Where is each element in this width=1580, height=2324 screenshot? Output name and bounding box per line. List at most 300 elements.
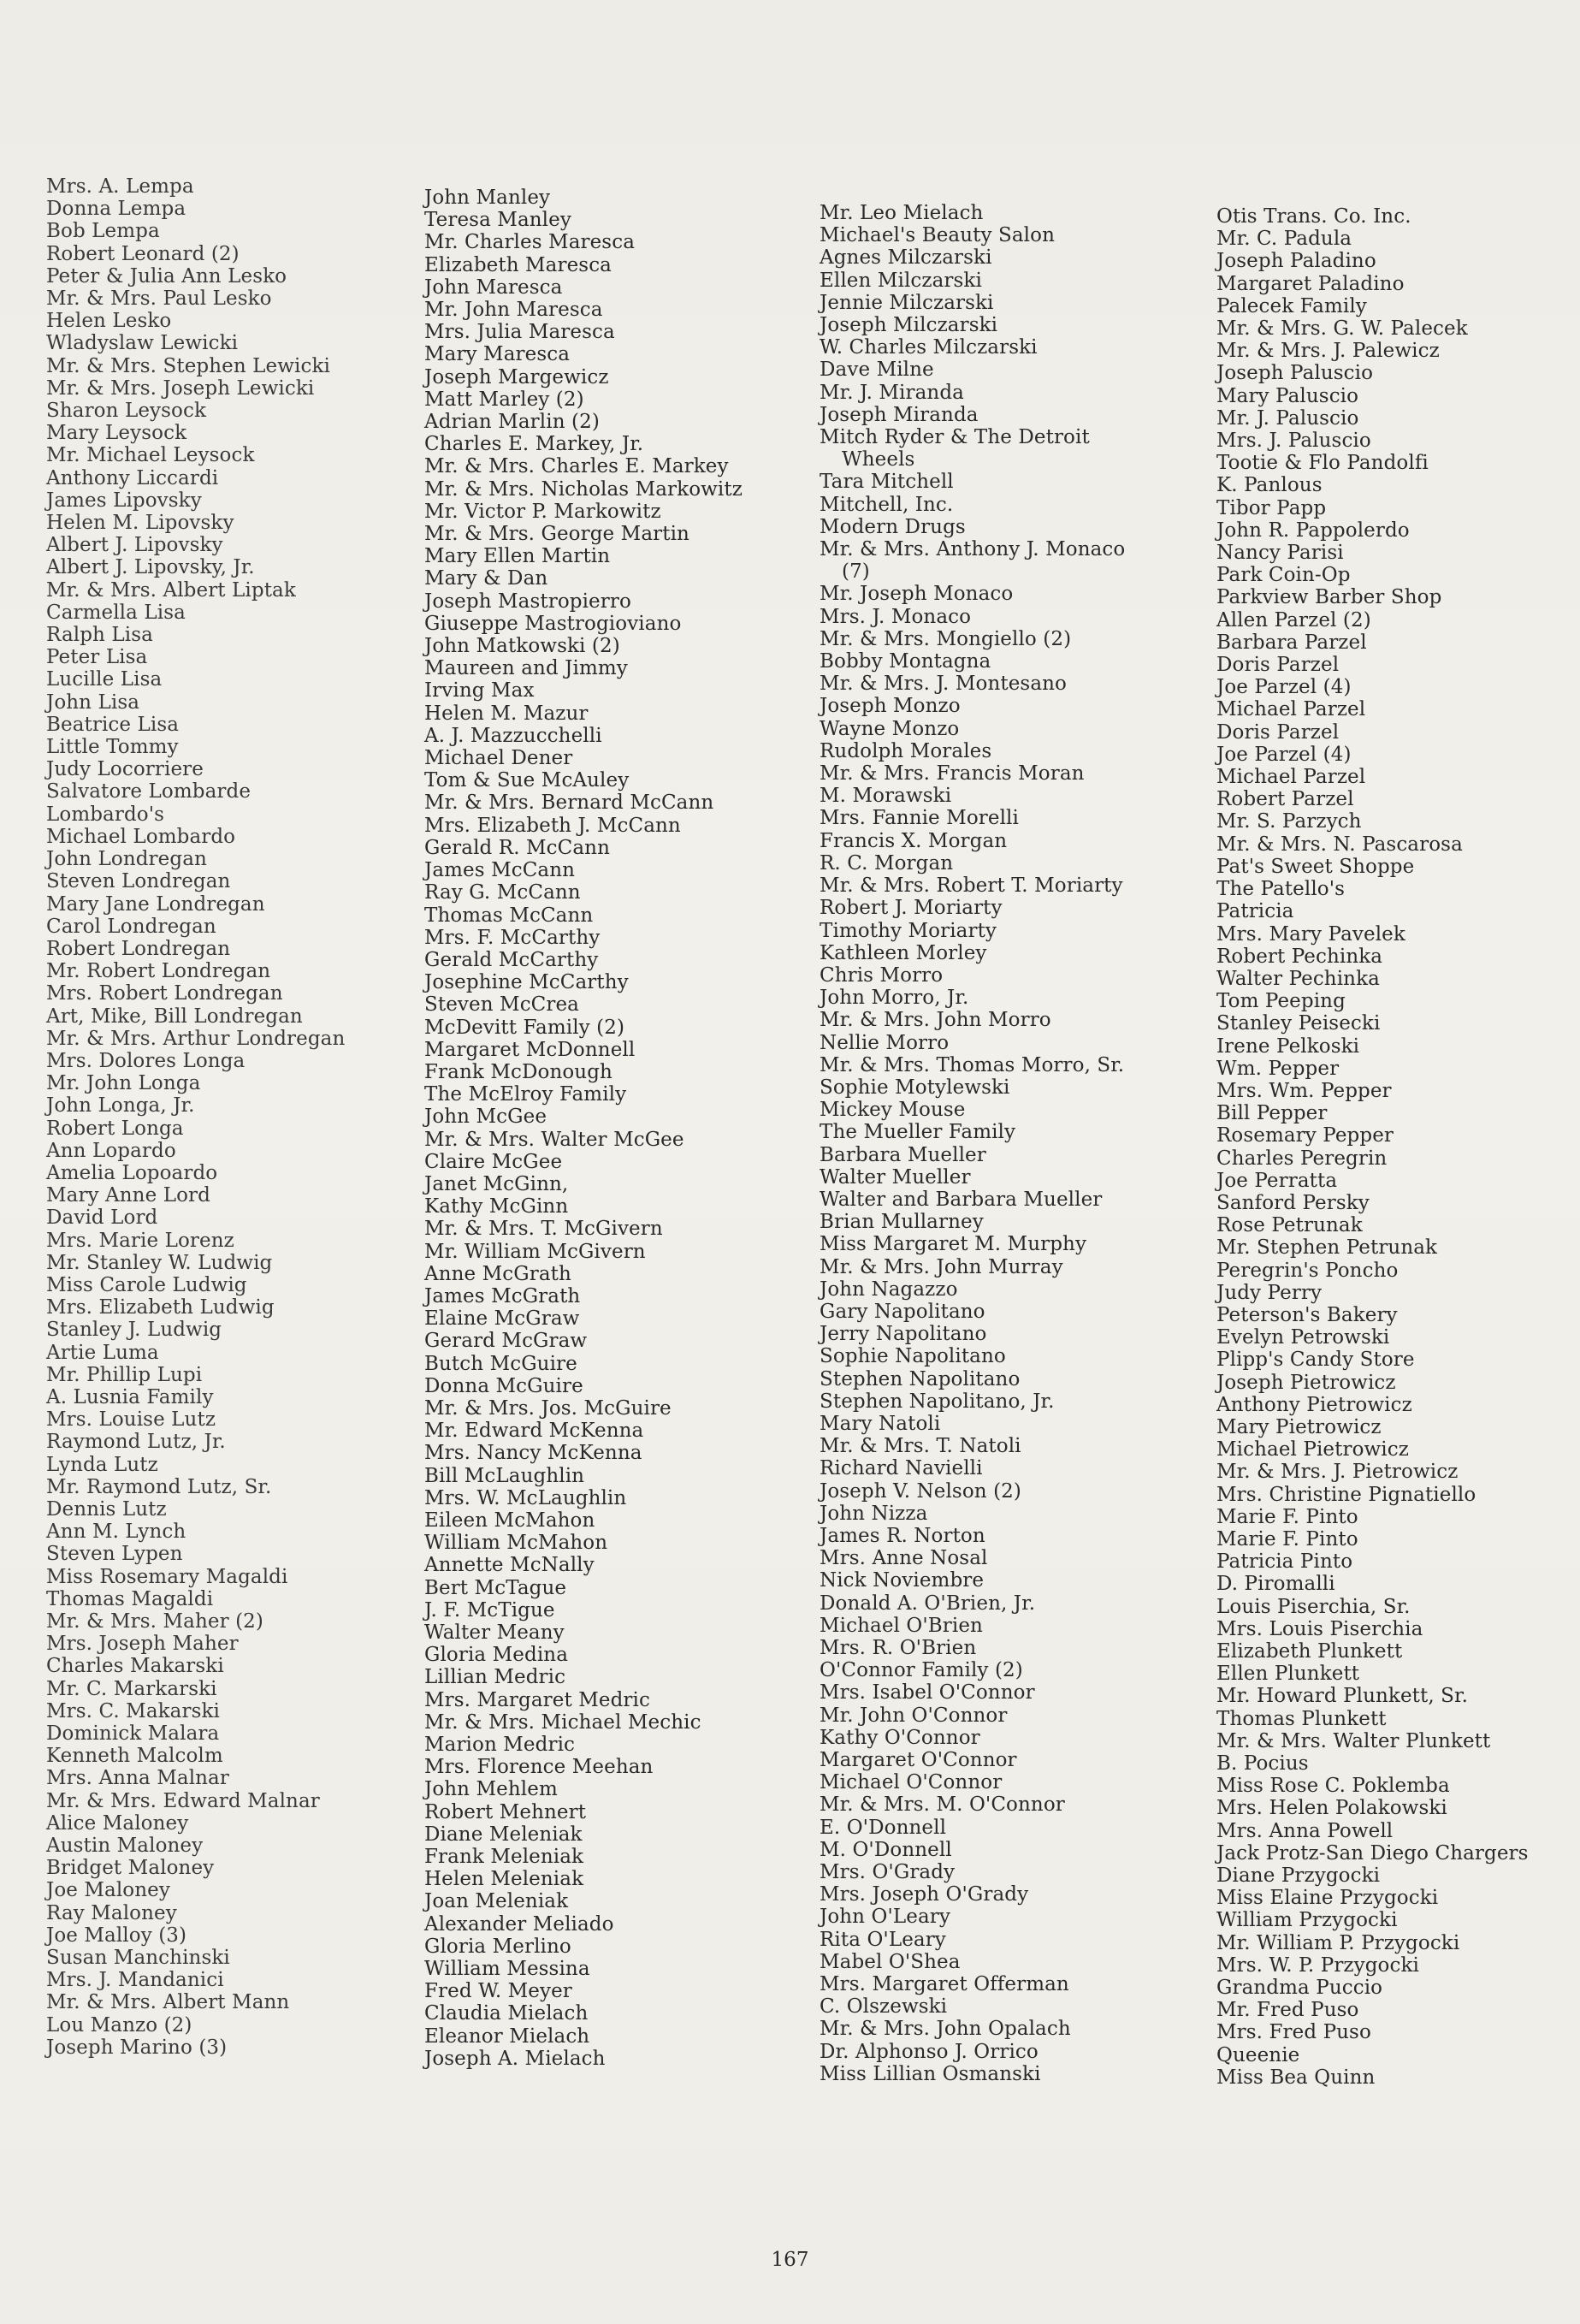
name-entry: Carmella Lisa (46, 601, 186, 624)
name-entry: Mr. & Mrs. Walter McGee (424, 1128, 684, 1151)
name-entry: Mr. & Mrs. Albert Liptak (46, 578, 296, 602)
name-entry: Wm. Pepper (1216, 1057, 1340, 1080)
name-entry: Allen Parzel (2) (1216, 608, 1371, 631)
name-entry: Mary Ellen Martin (424, 545, 611, 568)
name-entry: Miss Elaine Przygocki (1216, 1887, 1439, 1910)
name-entry: Frank McDonough (424, 1060, 612, 1083)
name-entry: Mr. & Mrs. N. Pascarosa (1216, 833, 1463, 856)
name-entry: D. Piromalli (1216, 1573, 1335, 1596)
name-entry: John Lisa (46, 691, 140, 714)
name-entry: Marie F. Pinto (1216, 1505, 1358, 1528)
name-entry: Tom Peeping (1216, 990, 1346, 1013)
name-entry: Charles Peregrin (1216, 1147, 1388, 1170)
name-entry: Mrs. Anne Nosal (820, 1547, 988, 1570)
name-entry: Patricia Pinto (1216, 1550, 1353, 1574)
name-entry: Mr. & Mrs. Maher (2) (46, 1610, 263, 1633)
name-entry: James Lipovsky (46, 489, 202, 512)
name-entry: Palecek Family (1216, 294, 1367, 317)
name-entry: Plipp's Candy Store (1216, 1349, 1415, 1372)
name-entry: J. F. McTigue (424, 1598, 555, 1621)
name-entry: Mr. & Mrs. Walter Plunkett (1216, 1729, 1491, 1752)
name-entry: Ellen Plunkett (1216, 1663, 1360, 1686)
name-entry: Mr. & Mrs. Anthony J. Monaco (820, 538, 1126, 561)
name-entry: Richard Navielli (820, 1457, 983, 1480)
name-entry: James R. Norton (820, 1524, 985, 1547)
name-entry: Mr. & Mrs. T. McGivern (424, 1218, 663, 1241)
name-entry: Lillian Medric (424, 1666, 566, 1689)
name-entry: Doris Parzel (1216, 720, 1340, 744)
name-entry: Bert McTague (424, 1576, 567, 1599)
name-entry: Parkview Barber Shop (1216, 586, 1442, 609)
name-entry: Mrs. A. Lempa (46, 175, 194, 198)
name-entry: Brian Mullarney (820, 1211, 984, 1234)
name-entry: W. Charles Milczarski (820, 336, 1038, 359)
name-entry: Diane Przygocki (1216, 1865, 1381, 1888)
name-entry: Elaine McGraw (424, 1307, 580, 1331)
name-entry: Mr. Raymond Lutz, Sr. (46, 1475, 272, 1498)
name-entry: Michael Parzel (1216, 698, 1366, 721)
name-entry: Joseph Pietrowicz (1216, 1371, 1396, 1394)
name-entry: Queenie (1216, 2043, 1300, 2066)
name-entry: Mrs. F. McCarthy (424, 926, 601, 949)
name-entry: John Maresca (424, 276, 563, 299)
name-entry: Mr. & Mrs. Charles E. Markey (424, 455, 729, 478)
name-entry: Mrs. Julia Maresca (424, 321, 615, 344)
name-entry: Mr. Victor P. Markowitz (424, 500, 661, 523)
name-entry: Kathy O'Connor (820, 1726, 980, 1749)
name-entry: Mr. & Mrs. Edward Malnar (46, 1789, 320, 1812)
name-entry: Mr. & Mrs. George Martin (424, 523, 689, 546)
name-entry: Helen Meleniak (424, 1868, 584, 1891)
name-entry: Mrs. Isabel O'Connor (820, 1681, 1035, 1704)
name-entry: Otis Trans. Co. Inc. (1216, 205, 1411, 228)
name-entry: Art, Mike, Bill Londregan (46, 1005, 303, 1028)
name-entry: Gerard McGraw (424, 1330, 588, 1353)
name-entry: William Messina (424, 1958, 590, 1981)
name-entry: Walter Pechinka (1216, 967, 1380, 990)
name-entry: Sanford Persky (1216, 1191, 1370, 1214)
name-entry: Robert Londregan (46, 937, 231, 960)
name-entry: Mitchell, Inc. (820, 493, 954, 516)
name-entry: Mr. Fred Puso (1216, 1999, 1359, 2022)
name-entry: Modern Drugs (820, 515, 966, 538)
name-entry: Mr. & Mrs. T. Natoli (820, 1435, 1021, 1458)
name-entry: Ann Lopardo (46, 1139, 176, 1162)
name-entry: Stanley J. Ludwig (46, 1319, 222, 1342)
name-entry: Miss Lillian Osmanski (820, 2062, 1041, 2085)
name-entry: Mary & Dan (424, 567, 548, 590)
name-entry: Miss Rosemary Magaldi (46, 1565, 288, 1588)
name-entry: R. C. Morgan (820, 851, 954, 874)
name-entry: Doris Parzel (1216, 654, 1340, 677)
name-entry: Steven McCrea (424, 993, 579, 1017)
name-entry: Fred W. Meyer (424, 1980, 572, 2003)
name-entry: M. Morawski (820, 785, 952, 808)
name-entry: Mrs. Fannie Morelli (820, 807, 1019, 830)
name-entry: Claire McGee (424, 1150, 563, 1173)
name-entry: Francis X. Morgan (820, 829, 1008, 852)
name-entry: Charles E. Markey, Jr. (424, 433, 644, 456)
name-entry: John Mehlem (424, 1778, 558, 1801)
name-entry: David Lord (46, 1206, 158, 1230)
name-entry: Alice Maloney (46, 1811, 189, 1835)
name-entry: Kathy McGinn (424, 1195, 569, 1218)
name-entry: Nancy Parisi (1216, 542, 1344, 565)
name-entry: Bob Lempa (46, 220, 160, 243)
name-entry: Kenneth Malcolm (46, 1745, 223, 1768)
name-entry: Jennie Milczarski (820, 291, 994, 314)
name-entry: The McElroy Family (424, 1083, 627, 1106)
name-entry: Peterson's Bakery (1216, 1303, 1398, 1326)
name-entry: Mary Anne Lord (46, 1184, 210, 1207)
name-entry: Helen M. Mazur (424, 702, 589, 725)
name-entry: Mr. William P. Przygocki (1216, 1931, 1460, 1954)
name-entry: Ellen Milczarski (820, 269, 982, 292)
name-entry: Walter Meany (424, 1621, 565, 1644)
name-entry: Pat's Sweet Shoppe (1216, 855, 1415, 878)
name-entry: Steven Lypen (46, 1543, 183, 1566)
name-entry: Miss Margaret M. Murphy (820, 1233, 1087, 1256)
name-entry: Maureen and Jimmy (424, 657, 628, 680)
name-entry: Tom & Sue McAuley (424, 769, 630, 792)
name-entry: The Patello's (1216, 878, 1346, 901)
name-entry: Joseph A. Mielach (424, 2047, 606, 2070)
name-entry: Agnes Milczarski (820, 246, 992, 270)
name-entry: Bill Pepper (1216, 1102, 1328, 1125)
name-entry: Butch McGuire (424, 1352, 577, 1375)
name-entry: Dominick Malara (46, 1722, 220, 1746)
name-entry: Albert J. Lipovsky, Jr. (46, 556, 255, 579)
name-entry: Anthony Liccardi (46, 466, 219, 489)
name-entry: Mrs. Mary Pavelek (1216, 922, 1405, 946)
name-entry: Mr. William McGivern (424, 1240, 646, 1263)
name-entry: Claudia Mielach (424, 2002, 589, 2025)
name-entry: Eileen McMahon (424, 1509, 595, 1532)
name-entry: Mrs. Anna Malnar (46, 1767, 229, 1790)
name-entry: Joseph Mastropierro (424, 590, 631, 613)
name-entry: Mary Natoli (820, 1412, 941, 1435)
name-entry: Park Coin-Op (1216, 564, 1351, 587)
name-entry: Mr. & Mrs. J. Palewicz (1216, 340, 1440, 363)
name-entry: (7) (842, 560, 870, 584)
name-entry: John Londregan (46, 848, 207, 871)
name-entry: Mrs. Anna Powell (1216, 1819, 1394, 1842)
name-entry: William Przygocki (1216, 1909, 1398, 1932)
name-entry: Wayne Monzo (820, 717, 960, 740)
name-entry: Diane Meleniak (424, 1823, 583, 1846)
name-entry: Mrs. J. Mandanici (46, 1969, 224, 1992)
name-entry: Nellie Morro (820, 1031, 950, 1054)
name-entry: E. O'Donnell (820, 1816, 947, 1839)
name-entry: Joseph Marino (3) (46, 2036, 228, 2059)
name-entry: Marie F. Pinto (1216, 1527, 1358, 1550)
name-entry: Gloria Medina (424, 1644, 569, 1667)
name-entry: Joe Malloy (3) (46, 1924, 187, 1947)
name-entry: Mr. & Mrs. John Morro (820, 1009, 1051, 1032)
name-entry: McDevitt Family (2) (424, 1016, 625, 1039)
name-entry: Artie Luma (46, 1341, 159, 1364)
name-entry: Mr. & Mrs. Nicholas Markowitz (424, 477, 743, 501)
name-entry: Robert J. Moriarty (820, 897, 1003, 920)
name-entry: Mrs. Wm. Pepper (1216, 1079, 1392, 1102)
name-entry: Ralph Lisa (46, 624, 153, 647)
name-entry: Nick Noviembre (820, 1569, 985, 1592)
name-entry: Gloria Merlino (424, 1935, 571, 1958)
name-entry: Bobby Montagna (820, 650, 991, 673)
name-entry: Timothy Moriarty (820, 919, 997, 942)
name-entry: Mr. Stephen Petrunak (1216, 1236, 1438, 1260)
name-entry: Mr. & Mrs. John Murray (820, 1255, 1063, 1278)
name-entry: Dennis Lutz (46, 1497, 167, 1521)
name-entry: John Nizza (820, 1502, 928, 1525)
name-entry: Joe Parzel (4) (1216, 743, 1352, 766)
name-entry: Walter and Barbara Mueller (820, 1188, 1103, 1211)
name-entry: Mr. Joseph Monaco (820, 583, 1014, 606)
name-entry: Judy Locorriere (46, 758, 204, 781)
name-entry: Joe Perratta (1216, 1169, 1338, 1192)
name-entry: Thomas Magaldi (46, 1587, 214, 1610)
name-entry: James McCann (424, 859, 576, 882)
name-entry: Teresa Manley (424, 209, 571, 232)
name-entry: Tara Mitchell (820, 471, 954, 494)
name-entry: Mr. J. Miranda (820, 381, 964, 404)
name-entry: Irene Pelkoski (1216, 1035, 1360, 1058)
name-entry: Joe Parzel (4) (1216, 676, 1352, 699)
name-entry: Stephen Napolitano, Jr. (820, 1390, 1055, 1413)
name-entry: Elizabeth Plunkett (1216, 1640, 1403, 1663)
name-entry: Margaret McDonnell (424, 1038, 636, 1061)
name-entry: Mrs. Louise Lutz (46, 1408, 216, 1432)
name-entry: Chris Morro (820, 963, 944, 987)
name-entry: Miss Rose C. Poklemba (1216, 1775, 1450, 1798)
name-entry: Bridget Maloney (46, 1857, 215, 1880)
name-entry: Miss Bea Quinn (1216, 2066, 1376, 2089)
name-entry: John Longa, Jr. (46, 1094, 195, 1118)
page-number: 167 (771, 2249, 809, 2271)
name-entry: Sophie Napolitano (820, 1345, 1006, 1368)
name-entry: Gary Napolitano (820, 1300, 985, 1323)
name-entry: Mrs. Helen Polakowski (1216, 1797, 1447, 1820)
name-entry: Mr. & Mrs. Jos. McGuire (424, 1396, 672, 1420)
name-entry: Eleanor Mielach (424, 2025, 590, 2048)
name-entry: Mr. Phillip Lupi (46, 1363, 203, 1386)
name-entry: Mr. & Mrs. Stephen Lewicki (46, 354, 330, 377)
name-entry: John McGee (424, 1106, 547, 1129)
name-entry: Adrian Marlin (2) (424, 411, 600, 434)
name-entry: Mrs. Margaret Medric (424, 1688, 650, 1711)
name-entry: Susan Manchinski (46, 1947, 230, 1970)
name-entry: Mary Pietrowicz (1216, 1415, 1382, 1438)
name-entry: Rosemary Pepper (1216, 1124, 1394, 1147)
name-entry: Mr. & Mrs. J. Pietrowicz (1216, 1461, 1459, 1484)
name-entry: Gerald R. McCann (424, 836, 610, 859)
name-entry: Thomas Plunkett (1216, 1707, 1387, 1730)
name-entry: C. Olszewski (820, 1995, 948, 2019)
name-entry: Little Tommy (46, 736, 179, 759)
name-entry: Mickey Mouse (820, 1099, 966, 1122)
name-entry: Joseph Miranda (820, 403, 979, 426)
name-entry: A. Lusnia Family (46, 1385, 214, 1408)
name-entry: Raymond Lutz, Jr. (46, 1431, 226, 1454)
name-entry: Tibor Papp (1216, 496, 1327, 519)
name-entry: Mr. & Mrs. G. W. Palecek (1216, 317, 1468, 341)
name-entry: Michael Parzel (1216, 766, 1366, 789)
name-entry: Mrs. W. McLaughlin (424, 1486, 627, 1509)
name-entry: Mr. & Mrs. J. Montesano (820, 673, 1067, 696)
name-entry: Mr. S. Parzych (1216, 810, 1362, 833)
name-column-2 (424, 187, 743, 2070)
name-entry: John Manley (424, 187, 551, 209)
name-entry: Michael Pietrowicz (1216, 1438, 1409, 1461)
name-entry: Robert Leonard (2) (46, 242, 240, 265)
name-entry: A. J. Mazzucchelli (424, 724, 602, 747)
name-entry: Mrs. Christine Pignatiello (1216, 1483, 1476, 1506)
name-entry: Anthony Pietrowicz (1216, 1393, 1412, 1416)
name-entry: James McGrath (424, 1284, 581, 1307)
name-entry: Evelyn Petrowski (1216, 1326, 1390, 1349)
name-entry: Rita O'Leary (820, 1928, 946, 1951)
name-entry: Mrs. Fred Puso (1216, 2021, 1371, 2044)
name-entry: Matt Marley (2) (424, 388, 584, 411)
name-entry: Joseph Paluscio (1216, 362, 1374, 385)
name-entry: Mrs. C. Makarski (46, 1699, 220, 1722)
name-entry: M. O'Donnell (820, 1838, 952, 1861)
name-entry: Michael O'Connor (820, 1771, 1003, 1794)
name-entry: Charles Makarski (46, 1655, 224, 1678)
name-entry: Lombardo's (46, 803, 165, 826)
name-entry: Steven Londregan (46, 870, 231, 893)
name-entry: Mr. & Mrs. Robert T. Moriarty (820, 874, 1123, 898)
name-entry: Peter & Julia Ann Lesko (46, 264, 287, 288)
name-entry: Mr. & Mrs. Mongiello (2) (820, 627, 1072, 650)
name-entry: Joseph Milczarski (820, 314, 998, 337)
name-entry: Giuseppe Mastrogioviano (424, 612, 682, 635)
name-entry: Mrs. Joseph O'Grady (820, 1883, 1029, 1906)
name-entry: Jerry Napolitano (820, 1323, 987, 1346)
name-entry: Austin Maloney (46, 1835, 204, 1858)
name-entry: Amelia Lopoardo (46, 1161, 218, 1184)
name-entry: Patricia (1216, 900, 1294, 923)
name-entry: Stephen Napolitano (820, 1367, 1021, 1390)
name-entry: Joseph Margewicz (424, 365, 609, 388)
name-entry: Mr. Edward McKenna (424, 1420, 644, 1443)
name-entry: Mrs. Marie Lorenz (46, 1229, 234, 1252)
name-entry: Joseph V. Nelson (2) (820, 1479, 1021, 1503)
name-entry: Mabel O'Shea (820, 1950, 961, 1973)
name-entry: Mr. John O'Connor (820, 1704, 1008, 1727)
name-entry: Peregrin's Poncho (1216, 1259, 1399, 1282)
name-entry: John O'Leary (820, 1906, 950, 1929)
name-entry: Salvatore Lombarde (46, 780, 251, 803)
name-entry: Marion Medric (424, 1734, 576, 1757)
name-entry: Robert Longa (46, 1117, 184, 1140)
name-entry: Margaret O'Connor (820, 1749, 1017, 1772)
name-entry: John R. Pappolerdo (1216, 519, 1410, 542)
name-entry: Josephine McCarthy (424, 971, 629, 994)
name-entry: Miss Carole Ludwig (46, 1273, 247, 1296)
name-entry: Mr. Howard Plunkett, Sr. (1216, 1685, 1469, 1708)
name-entry: John Matkowski (2) (424, 635, 620, 658)
name-entry: Mr. & Mrs. Arthur Londregan (46, 1027, 346, 1050)
name-column-1 (46, 175, 345, 2059)
name-entry: Walter Mueller (820, 1165, 971, 1189)
name-entry: Mr. Robert Londregan (46, 960, 271, 983)
name-entry: Mr. Charles Maresca (424, 231, 636, 254)
name-entry: Mrs. Florence Meehan (424, 1756, 654, 1779)
name-entry: Albert J. Lipovsky (46, 534, 223, 557)
name-entry: Mrs. Margaret Offerman (820, 1973, 1069, 1996)
name-entry: Michael's Beauty Salon (820, 224, 1055, 247)
name-entry: Mr. John Maresca (424, 299, 603, 322)
name-entry: Mr. & Mrs. Michael Mechic (424, 1710, 701, 1734)
name-entry: Alexander Meliado (424, 1912, 614, 1936)
name-entry: Donald A. O'Brien, Jr. (820, 1592, 1036, 1615)
name-entry: Stanley Peisecki (1216, 1012, 1381, 1035)
name-entry: Elizabeth Maresca (424, 253, 612, 276)
name-entry: Rudolph Morales (820, 739, 992, 762)
name-entry: Mr. Leo Mielach (820, 202, 984, 224)
name-entry: Mary Paluscio (1216, 384, 1359, 407)
name-entry: Gerald McCarthy (424, 948, 599, 971)
name-entry: Helen Lesko (46, 310, 172, 333)
name-entry: Ann M. Lynch (46, 1521, 186, 1544)
name-entry: John Nagazzo (820, 1278, 958, 1301)
name-entry: Mr. & Mrs. Joseph Lewicki (46, 376, 315, 400)
name-entry: Dr. Alphonso J. Orrico (820, 2040, 1039, 2063)
name-entry: Peter Lisa (46, 646, 148, 669)
name-entry: Mrs. Dolores Longa (46, 1049, 246, 1072)
name-entry: Rose Petrunak (1216, 1214, 1363, 1237)
name-entry: John Morro, Jr. (820, 987, 969, 1010)
name-entry: Mary Leysock (46, 422, 187, 445)
name-entry: Michael Dener (424, 747, 573, 770)
name-entry: Frank Meleniak (424, 1846, 584, 1869)
name-entry: Mrs. Elizabeth J. McCann (424, 814, 681, 837)
name-entry: B. Pocius (1216, 1752, 1309, 1776)
name-entry: Mitch Ryder & The Detroit (820, 426, 1090, 449)
name-entry: Sophie Motylewski (820, 1076, 1010, 1099)
name-entry: Barbara Mueller (820, 1143, 986, 1166)
name-entry: Beatrice Lisa (46, 713, 180, 736)
name-entry: Margaret Paladino (1216, 272, 1405, 295)
name-entry: Anne McGrath (424, 1262, 571, 1285)
name-entry: Mr. & Mrs. Thomas Morro, Sr. (820, 1053, 1125, 1076)
name-entry: Annette McNally (424, 1554, 595, 1577)
name-entry: Judy Perry (1216, 1281, 1323, 1304)
name-entry: Mary Maresca (424, 343, 571, 366)
name-entry: Mr. John Longa (46, 1072, 201, 1095)
name-entry: Joseph Monzo (820, 695, 961, 718)
name-entry: Mrs. Robert Londregan (46, 982, 283, 1005)
name-entry: Helen M. Lipovsky (46, 512, 234, 535)
name-entry: Mr. & Mrs. Albert Mann (46, 1991, 290, 2014)
name-entry: Tootie & Flo Pandolfi (1216, 452, 1429, 475)
name-entry: Joseph Paladino (1216, 250, 1376, 273)
name-column-3 (820, 202, 1125, 2085)
name-entry: Mary Jane Londregan (46, 892, 265, 916)
name-entry: Robert Mehnert (424, 1800, 587, 1823)
name-entry: Mr. C. Padula (1216, 228, 1352, 251)
name-entry: Mr. & Mrs. John Opalach (820, 2018, 1071, 2041)
name-entry: Ray G. McCann (424, 881, 581, 904)
name-entry: Sharon Leysock (46, 400, 206, 423)
name-entry: Mr. & Mrs. M. O'Connor (820, 1793, 1065, 1817)
name-entry: Mrs. W. P. Przygocki (1216, 1953, 1419, 1977)
name-entry: Mrs. J. Monaco (820, 605, 972, 628)
name-entry: William McMahon (424, 1532, 608, 1555)
name-entry: Mrs. J. Paluscio (1216, 430, 1371, 453)
name-entry: Wheels (842, 448, 915, 471)
